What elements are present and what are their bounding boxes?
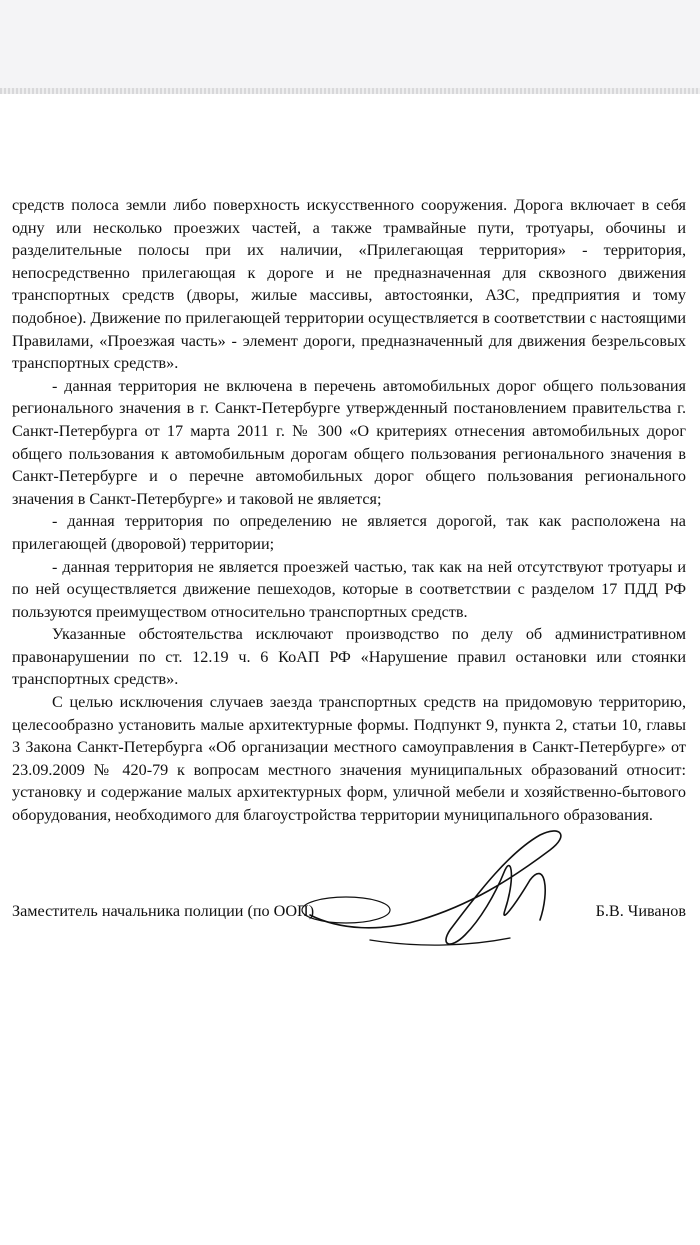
paragraph: - данная территория не является проезжей частью, так как на ней отсутствуют тротуары и по ней осуществляется движение пешеходов, которые в соответствии с разделом 17 ПДД РФ пользуются преимуществом относительно транспортных средств.: [12, 557, 686, 621]
signer-position: Заместитель начальника полиции (по ООП): [12, 902, 315, 920]
paragraph: - данная территория не включена в перечень автомобильных дорог общего пользования регионального значения в г. Санкт-Петербурге утвержденный постановлением правительства г. Санкт-Петербурга от 17 марта 2011 г. № 300 «О критериях отнесения автомобильных дорог общего пользования к автомобильным дорогам общего пользования регионального значения в Санкт-Петербурге и о перечне автомобильных дорог общего пользования регионального значения в Санкт-Петербурге» и таковой не является;: [12, 376, 686, 508]
document-body: [12, 194, 686, 827]
paragraph: С целью исключения случаев заезда транспортных средств на придомовую территорию, целесообразно установить малые архитектурные формы. Подпункт 9, пункта 2, статьи 10, главы 3 Закона Санкт-Петербурга «Об организации местного самоуправления в Санкт-Петербурге» от 23.09.2009 № 420-79 к вопросам местного значения муниципальных образований относит: установку и содержание малых архитектурных форм, уличной мебели и хозяйственно-бытового оборудования, необходимого для благоустройства территории муниципального образования.: [12, 693, 686, 825]
paragraph: средств полоса земли либо поверхность искусственного сооружения. Дорога включает в себя одну или несколько проезжих частей, а также трамвайные пути, тротуары, обочины и разделительные полосы при их наличии, «Прилегающая территория» - территория, непосредственно прилегающая к дороге и не предназначенная для сквозного движения транспортных средств (дворы, жилые массивы, автостоянки, АЗС, предприятия и тому подобное). Движение по прилегающей территории осуществляется в соответствии с настоящими Правилами, «Проезжая часть» - элемент дороги, предназначенный для движения безрельсовых транспортных средств».: [12, 196, 686, 373]
handwritten-signature: [300, 820, 590, 960]
paragraph: Указанные обстоятельства исключают производство по делу об административном правонарушении по ст. 12.19 ч. 6 КоАП РФ «Нарушение правил остановки или стоянки транспортных средств».: [12, 625, 686, 689]
paragraph: - данная территория по определению не является дорогой, так как расположена на прилегающей (дворовой) территории;: [12, 512, 686, 553]
page-edge: [0, 88, 700, 94]
viewer-top-bar: [0, 0, 700, 88]
signer-name: Б.В. Чиванов: [595, 902, 686, 920]
signature-oval-mark: [300, 895, 392, 925]
